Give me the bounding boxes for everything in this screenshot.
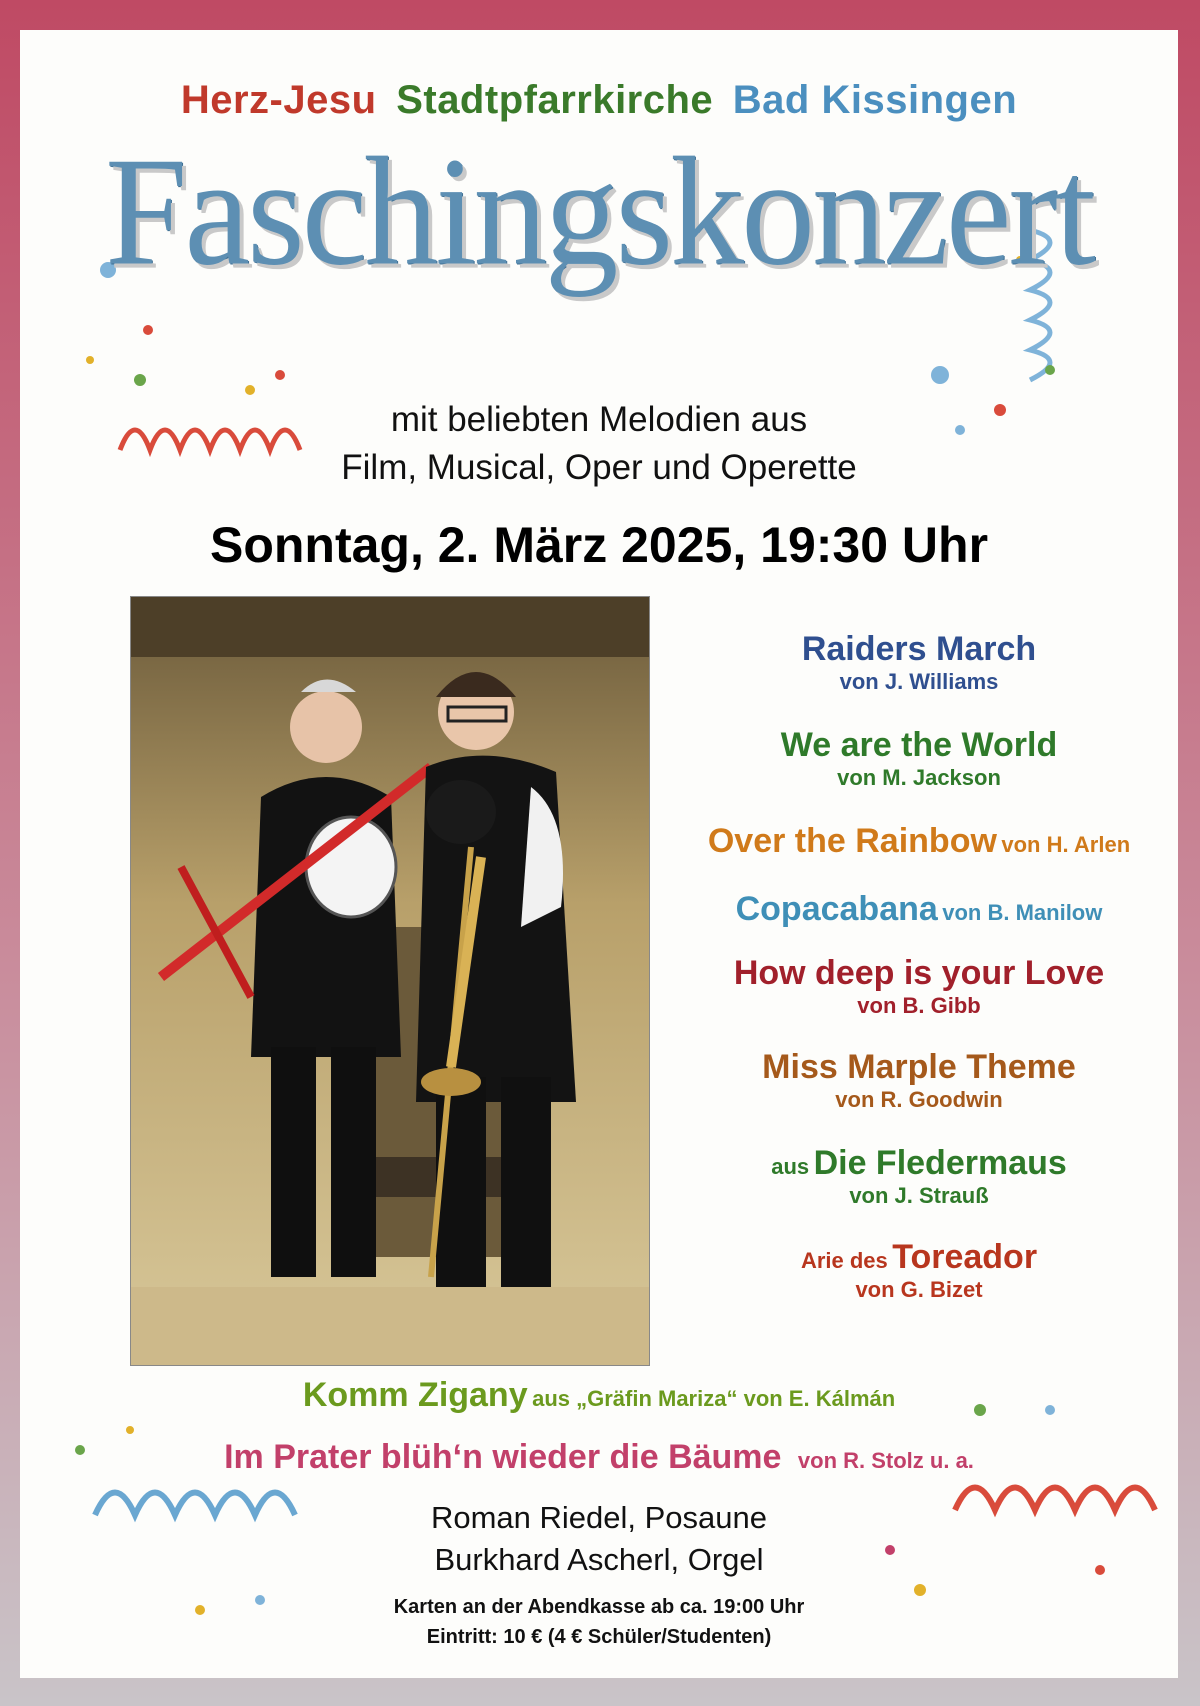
song-composer: von M. Jackson bbox=[837, 765, 1001, 790]
song-title: Copacabana bbox=[735, 890, 938, 928]
performer-line2: Burkhard Ascherl, Orgel bbox=[434, 1542, 764, 1577]
song-title: Im Prater blüh‘n wieder die Bäume bbox=[224, 1438, 782, 1476]
song-composer: von J. Strauß bbox=[849, 1183, 989, 1208]
subtitle-line2: Film, Musical, Oper und Operette bbox=[341, 448, 857, 487]
program-item bbox=[660, 954, 1178, 1019]
program-item bbox=[660, 1238, 1178, 1303]
song-title: Raiders March bbox=[801, 630, 1037, 668]
program-item bbox=[660, 1144, 1178, 1209]
poster-paper bbox=[20, 30, 1178, 1678]
church-header bbox=[20, 78, 1178, 123]
song-composer: von J. Williams bbox=[839, 669, 999, 694]
performers-photo bbox=[130, 596, 650, 1366]
photo-illustration bbox=[131, 597, 649, 1365]
song-composer: von B. Gibb bbox=[857, 993, 981, 1018]
song-composer: von G. Bizet bbox=[855, 1277, 983, 1302]
song-composer: von B. Manilow bbox=[942, 900, 1103, 925]
song-title: Die Fledermaus bbox=[813, 1144, 1067, 1182]
poster-title: Faschingskonzert bbox=[105, 125, 1093, 299]
program-item bbox=[660, 1048, 1178, 1113]
song-composer: von R. Goodwin bbox=[835, 1087, 1003, 1112]
church-name-part3: Bad Kissingen bbox=[732, 78, 1018, 122]
song-title: Over the Rainbow bbox=[707, 822, 997, 860]
song-composer: von H. Arlen bbox=[1001, 832, 1131, 857]
ticket-info-line1: Karten an der Abendkasse ab ca. 19:00 Uhr bbox=[393, 1596, 805, 1618]
program-item bbox=[660, 822, 1178, 861]
church-name-part1: Herz-Jesu bbox=[180, 78, 377, 122]
song-title: Komm Zigany bbox=[302, 1376, 528, 1414]
song-composer: aus „Gräfin Mariza“ von E. Kálmán bbox=[532, 1386, 896, 1411]
song-composer: von R. Stolz u. a. bbox=[797, 1448, 974, 1473]
song-prefix: Arie des bbox=[800, 1248, 888, 1273]
program-item bbox=[660, 630, 1178, 695]
song-prefix: aus bbox=[771, 1154, 810, 1179]
performer-line1: Roman Riedel, Posaune bbox=[430, 1500, 768, 1535]
song-title: How deep is your Love bbox=[733, 954, 1105, 992]
event-date: Sonntag, 2. März 2025, 19:30 Uhr bbox=[209, 517, 989, 573]
song-title: Toreador bbox=[892, 1238, 1038, 1276]
song-title: We are the World bbox=[780, 726, 1058, 764]
program-item bbox=[660, 890, 1178, 929]
program-item bbox=[660, 726, 1178, 791]
song-title: Miss Marple Theme bbox=[762, 1048, 1076, 1086]
program-item bbox=[20, 1438, 1178, 1477]
program-item bbox=[20, 1376, 1178, 1415]
ticket-info-line2: Eintritt: 10 € (4 € Schüler/Studenten) bbox=[426, 1626, 772, 1648]
subtitle-line1: mit beliebten Melodien aus bbox=[390, 400, 808, 439]
church-name-part2: Stadtpfarrkirche bbox=[396, 78, 714, 122]
